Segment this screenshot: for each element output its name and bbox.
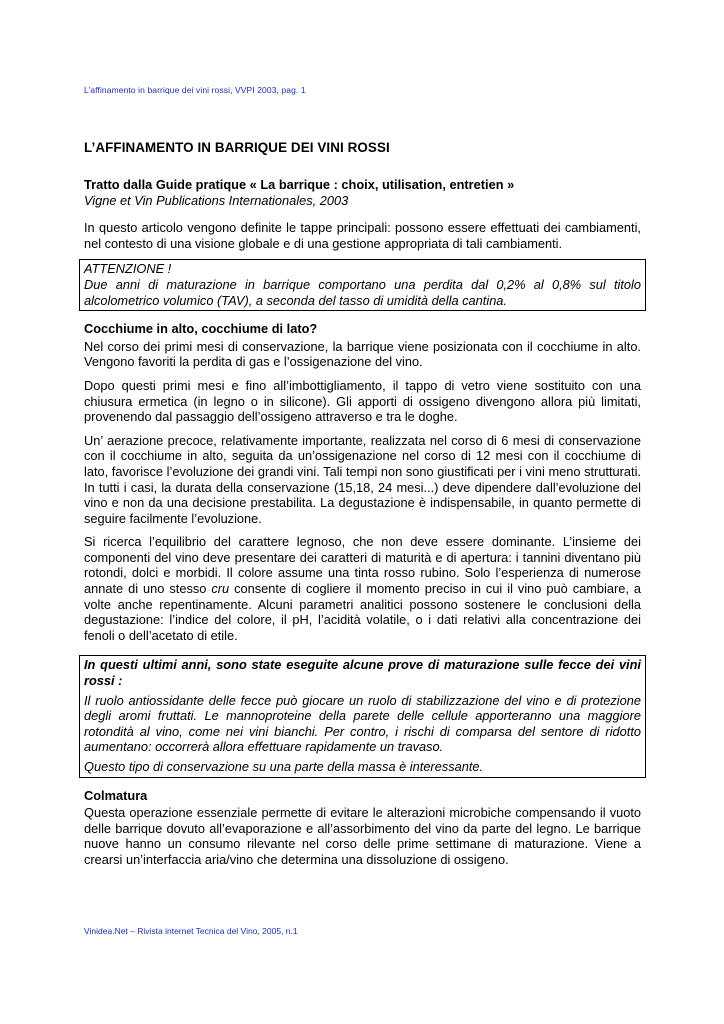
lees-box-heading: In questi ultimi anni, sono state eseguite alcune prove di maturazione sulle fecce dei vini rossi : xyxy=(84,657,641,689)
paragraph: Un’ aerazione precoce, relativamente importante, realizzata nel corso di 6 mesi di conservazione con il cocchiume in alto, seguita da un’ossigenazione nel corso di 12 mesi con il cocchiume di lato, favorisce l’evoluzione dei grandi vini. Tali tempi non sono giustificati per i vini meno strutturati. In tutti i casi, la durata della conservazione (15,18, 24 mesi...) deve dipendere dall’evoluzione del vino e non da una decisione prestabilita. La degustazione è indispensabile, in quanto permette di seguire facilmente l’evoluzione. xyxy=(84,432,641,526)
section-heading-colmatura: Colmatura xyxy=(84,787,148,803)
lees-box-paragraph: Questo tipo di conservazione su una parte della massa è interessante. xyxy=(84,759,484,774)
paragraph xyxy=(84,534,641,643)
warning-heading: ATTENZIONE ! xyxy=(84,261,172,277)
paragraph: Dopo questi primi mesi e fino all’imbottigliamento, il tappo di vetro viene sostituito con una chiusura ermetica (in legno o in silicone). Gli apporti di ossigeno divengono allora più limitati, provenendo dal passaggio dell’ossigeno attraverso e tra le doghe. xyxy=(84,377,641,425)
running-header: L’affinamento in barrique dei vini rossi, VVPI 2003, pag. 1 xyxy=(84,85,306,95)
lees-box-paragraph: Il ruolo antiossidante delle fecce può giocare un ruolo di stabilizzazione del vino e di protezione degli aromi fruttati. Le mannoproteine della parete delle cellule apporteranno una maggiore rotondità al vino, come nei vini bianchi. Per contro, i rischi di comparsa del sentore di ridotto aumentano: occorrerà allora effettuare rapidamente un travaso. xyxy=(84,692,641,755)
publisher-line: Vigne et Vin Publications Internationales, 2003 xyxy=(84,192,349,208)
paragraph-text: consente di cogliere il momento preciso in cui il vino può cambiare, a volte anche repentinamente. Alcuni parametri analitici possono sostenere le conclusioni della degustazione: l’indice del colore, il pH, l’acidità volatile, o i dati relativi alla concentrazione dei fenoli o dell’acetato di etile. xyxy=(84,581,641,643)
intro-paragraph: In questo articolo vengono definite le tappe principali: possono essere effettuati dei cambiamenti, nel contesto di una visione globale e di una gestione appropriata di tali cambiamenti. xyxy=(84,220,641,251)
lees-box xyxy=(79,655,646,777)
warning-box xyxy=(79,259,646,311)
article-body xyxy=(84,177,641,876)
paragraph: Questa operazione essenziale permette di evitare le alterazioni microbiche compensando il vuoto delle barrique dovuto all’evaporazione e all’assorbimento del vino da parte del legno. Le barrique nuove hanno un consumo rilevante nel corso delle prime settimane di maturazione. Viene a crearsi un’interfaccia aria/vino che determina una dissoluzione di ossigeno. xyxy=(84,805,641,867)
paragraph-text: Si ricerca l’equilibrio del carattere legnoso, che non deve essere dominante. L’insieme dei componenti del vino deve presentare dei caratteri di maturità e di apertura: i tannini diventano più rotondi, dolci e morbidi. Il colore assume una tinta rosso rubino. Solo l’esperienza di numerose annate di uno stesso xyxy=(84,534,641,597)
section-heading-cocchiume: Cocchiume in alto, cocchiume di lato? xyxy=(84,321,318,337)
warning-text: Due anni di maturazione in barrique comportano una perdita dal 0,2% al 0,8% sul titolo alcolometrico volumico (TAV), a seconda del tasso di umidità della cantina. xyxy=(84,276,641,308)
paragraph: Nel corso dei primi mesi di conservazione, la barrique viene posizionata con il cocchiume in alto. Vengono favoriti la perdita di gas e l’ossigenazione del vino. xyxy=(84,338,641,370)
paragraph-italic-term: cru xyxy=(211,581,230,597)
running-footer: Vinidea.Net – Rivista internet Tecnica del Vino, 2005, n.1 xyxy=(84,926,298,936)
page-title: L’AFFINAMENTO IN BARRIQUE DEI VINI ROSSI xyxy=(84,140,390,155)
source-line: Tratto dalla Guide pratique « La barrique : choix, utilisation, entretien » xyxy=(84,177,515,192)
